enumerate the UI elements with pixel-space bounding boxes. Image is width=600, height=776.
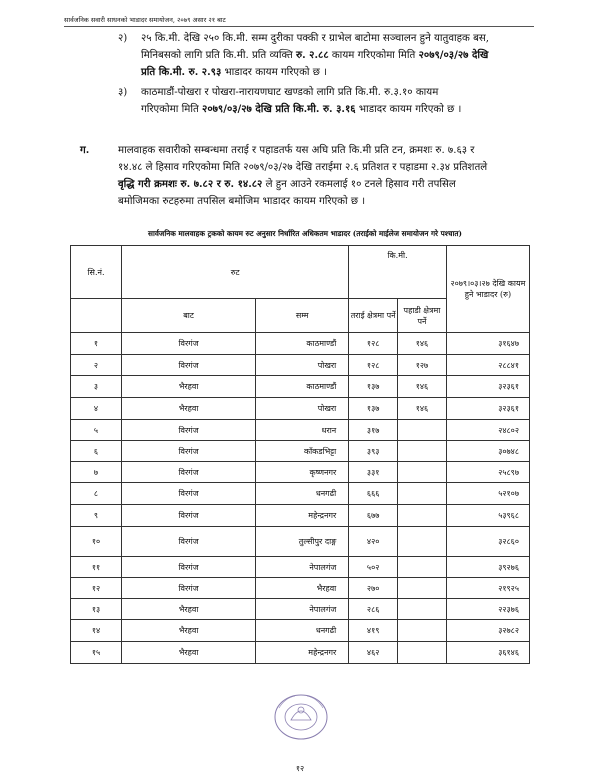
text-span: ले हुन आउने रकमलाई १० टनले हिसाव गरी तपसिल	[262, 179, 456, 190]
header-from: बाट	[122, 299, 256, 333]
cell-to: धनगढी	[256, 483, 349, 505]
cell-hill	[398, 620, 447, 642]
cell-sn: १२	[71, 578, 122, 599]
section-paragraph	[118, 142, 532, 210]
item-number: २)	[118, 33, 128, 44]
cell-terai: १३७	[349, 376, 398, 398]
table-row	[71, 642, 530, 664]
cell-hill	[398, 505, 447, 527]
cell-from: विरगंज	[122, 578, 256, 599]
cell-to: पोखरा	[256, 398, 349, 420]
table-caption: सार्वजनिक मालवाहक ट्रकको कायम रुट अनुसार निर्धारित अधिकतम भाडादर (तराईको माईलेज समायोजन गरे पश्चात)	[148, 229, 462, 238]
cell-rate: ३२७८२	[446, 620, 529, 642]
header-hill: पहाडी क्षेत्रमा पर्ने	[398, 299, 447, 333]
cell-sn: ४	[71, 398, 122, 420]
text-line	[118, 193, 532, 210]
cell-to: महेन्द्रनगर	[256, 505, 349, 527]
cell-hill	[398, 642, 447, 664]
cell-terai: ५०२	[349, 557, 398, 578]
text-span: २५ कि.मी. देखि २५० कि.मी. सम्म दुरीका पक्की र ग्राभेल बाटोमा सञ्चालन हुने यातुवाहक बस,	[141, 33, 490, 44]
cell-from: भैरहवा	[122, 642, 256, 664]
cell-sn: १०	[71, 527, 122, 557]
cell-to: पोखरा	[256, 355, 349, 376]
table-row	[71, 527, 530, 557]
cell-rate: २१९२५	[446, 578, 529, 599]
cell-terai: ४१९	[349, 620, 398, 642]
cell-sn: ५	[71, 420, 122, 441]
cell-from: विरगंज	[122, 420, 256, 441]
cell-to: भैरहवा	[256, 578, 349, 599]
bold-text: रु. २.८८	[296, 49, 329, 61]
cell-terai: ३३१	[349, 462, 398, 483]
cell-rate: ३६१४६	[446, 642, 529, 664]
text-span: मिनिबसको लागि प्रति कि.मी. प्रति व्यक्ति	[141, 50, 296, 61]
table-row	[71, 620, 530, 642]
header-terai: तराई क्षेत्रमा पर्ने	[349, 299, 398, 333]
text-span: गरिएकोमा मिति	[141, 104, 203, 115]
cell-terai: १३७	[349, 398, 398, 420]
cell-hill	[398, 527, 447, 557]
header-route: रुट	[122, 246, 349, 299]
item-number: ३)	[118, 87, 128, 98]
cell-from: भैरहवा	[122, 620, 256, 642]
cell-from: भैरहवा	[122, 599, 256, 620]
cell-from: विरगंज	[122, 462, 256, 483]
bold-text: २०७९/०३/२७ देखि प्रति कि.मी. रु. ३.१६	[202, 103, 356, 115]
cell-terai: ४२०	[349, 527, 398, 557]
cell-sn: ६	[71, 441, 122, 462]
header-km: कि.मी.	[349, 246, 447, 299]
cell-rate: २८८४१	[446, 355, 529, 376]
item-paragraph	[141, 30, 531, 81]
text-line	[141, 101, 531, 118]
text-line	[141, 30, 531, 47]
cell-sn: १५	[71, 642, 122, 664]
cell-rate: २५८९७	[446, 462, 529, 483]
cell-terai: ६६६	[349, 483, 398, 505]
cell-hill	[398, 462, 447, 483]
bold-text: वृद्धि गरी क्रमशः रु. ७.८२ र रु. १४.८२	[118, 178, 263, 190]
text-span: कायम गरिएकोमा मिति	[328, 50, 419, 61]
cell-hill: १४६	[398, 376, 447, 398]
text-span: भाडादर कायम गरिएको छ ।	[221, 67, 328, 78]
cell-sn: ९	[71, 505, 122, 527]
cell-rate: ५२१०७	[446, 483, 529, 505]
cell-sn: १४	[71, 620, 122, 642]
cell-sn: २	[71, 355, 122, 376]
bold-text: प्रति कि.मी. रु. २.९३	[141, 66, 222, 78]
cell-terai: ३९३	[349, 441, 398, 462]
table-row	[71, 462, 530, 483]
cell-from: विरगंज	[122, 527, 256, 557]
cell-sn: १	[71, 333, 122, 355]
table-row	[71, 441, 530, 462]
cell-rate: ३२३६१	[446, 398, 529, 420]
cell-terai: २७०	[349, 578, 398, 599]
cell-hill	[398, 420, 447, 441]
cell-rate: ३९२७६	[446, 557, 529, 578]
text-span: १४.४८ ले हिसाव गरिएकोमा मिति २०७९/०३/२७ देखि तराईमा २.६ प्रतिशत र पहाडमा २.३४ प्रतिशतले	[118, 162, 488, 173]
header-rate: २०७९।०३।२७ देखि कायम हुने भाडादर (रु)	[446, 246, 529, 333]
cell-from: विरगंज	[122, 441, 256, 462]
text-line	[141, 84, 531, 101]
cell-sn: ३	[71, 376, 122, 398]
cell-to: कृष्णनगर	[256, 462, 349, 483]
cell-hill	[398, 599, 447, 620]
cell-to: काठमाण्डौं	[256, 333, 349, 355]
table-row	[71, 505, 530, 527]
cell-sn: १३	[71, 599, 122, 620]
cell-rate: ५३९६८	[446, 505, 529, 527]
page-number: १२	[295, 764, 305, 773]
rate-table	[70, 245, 530, 664]
table-row	[71, 355, 530, 376]
header-sn-blank	[71, 299, 122, 333]
cell-rate: ३१६४७	[446, 333, 529, 355]
cell-to: नेपालगंज	[256, 599, 349, 620]
cell-rate: ३२३६१	[446, 376, 529, 398]
cell-terai: ४६२	[349, 642, 398, 664]
table-row	[71, 333, 530, 355]
cell-to: धनगढी	[256, 620, 349, 642]
cell-hill	[398, 441, 447, 462]
cell-hill	[398, 578, 447, 599]
text-line	[118, 142, 532, 159]
cell-terai: १२८	[349, 355, 398, 376]
cell-terai: २८६	[349, 599, 398, 620]
text-line	[141, 64, 531, 81]
cell-terai: १२८	[349, 333, 398, 355]
cell-from: विरगंज	[122, 505, 256, 527]
cell-from: विरगंज	[122, 355, 256, 376]
cell-terai: ३१७	[349, 420, 398, 441]
table-row	[71, 483, 530, 505]
official-seal-stamp	[265, 690, 337, 745]
cell-rate: ३०७४८	[446, 441, 529, 462]
table-row	[71, 398, 530, 420]
cell-from: भैरहवा	[122, 398, 256, 420]
cell-rate: २२३७६	[446, 599, 529, 620]
text-line	[141, 47, 531, 64]
cell-hill: १४६	[398, 398, 447, 420]
table-row	[71, 599, 530, 620]
cell-hill: १४६	[398, 333, 447, 355]
section-label: ग.	[80, 144, 90, 156]
cell-from: विरगंज	[122, 557, 256, 578]
bold-text: २०७९/०३/२७ देखि	[418, 49, 489, 61]
cell-terai: ६७७	[349, 505, 398, 527]
cell-sn: ८	[71, 483, 122, 505]
cell-rate: २४८०२	[446, 420, 529, 441]
page-header: सार्वजनिक सवारी साधनको भाडादर समायोजन, २०७९ असार २१ बाट	[64, 15, 534, 27]
table-row	[71, 557, 530, 578]
text-span: भाडादर कायम गरिएको छ ।	[355, 104, 462, 115]
table-row	[71, 420, 530, 441]
text-span: बमोजिमका रुटहरुमा तपसिल बमोजिम भाडादर कायम गरिएको छ ।	[118, 196, 366, 207]
cell-to: महेन्द्रनगर	[256, 642, 349, 664]
cell-hill: १२७	[398, 355, 447, 376]
table-row	[71, 578, 530, 599]
text-line	[118, 159, 532, 176]
cell-to: काँकडभिट्टा	[256, 441, 349, 462]
cell-from: भैरहवा	[122, 376, 256, 398]
item-paragraph	[141, 84, 531, 118]
cell-from: विरगंज	[122, 333, 256, 355]
cell-to: नेपालगंज	[256, 557, 349, 578]
cell-sn: ७	[71, 462, 122, 483]
header-to: सम्म	[256, 299, 349, 333]
cell-to: तुल्सीपुर दाङ्ग	[256, 527, 349, 557]
cell-hill	[398, 483, 447, 505]
table-row	[71, 376, 530, 398]
header-sn: सि.नं.	[71, 246, 122, 299]
cell-sn: ११	[71, 557, 122, 578]
cell-rate: ३२८६०	[446, 527, 529, 557]
cell-hill	[398, 557, 447, 578]
text-span: काठमाडौं-पोखरा र पोखरा-नारायणघाट खण्डको लागि प्रति कि.मी. रु.३.१० कायम	[141, 87, 439, 98]
cell-to: काठमाण्डौं	[256, 376, 349, 398]
cell-to: धरान	[256, 420, 349, 441]
cell-from: विरगंज	[122, 483, 256, 505]
text-span: मालवाहक सवारीको सम्बन्धमा तराई र पहाडतर्फ यस अघि प्रति कि.मी प्रति टन, क्रमशः रु. ७.६३ र	[118, 145, 475, 156]
text-line	[118, 176, 532, 193]
